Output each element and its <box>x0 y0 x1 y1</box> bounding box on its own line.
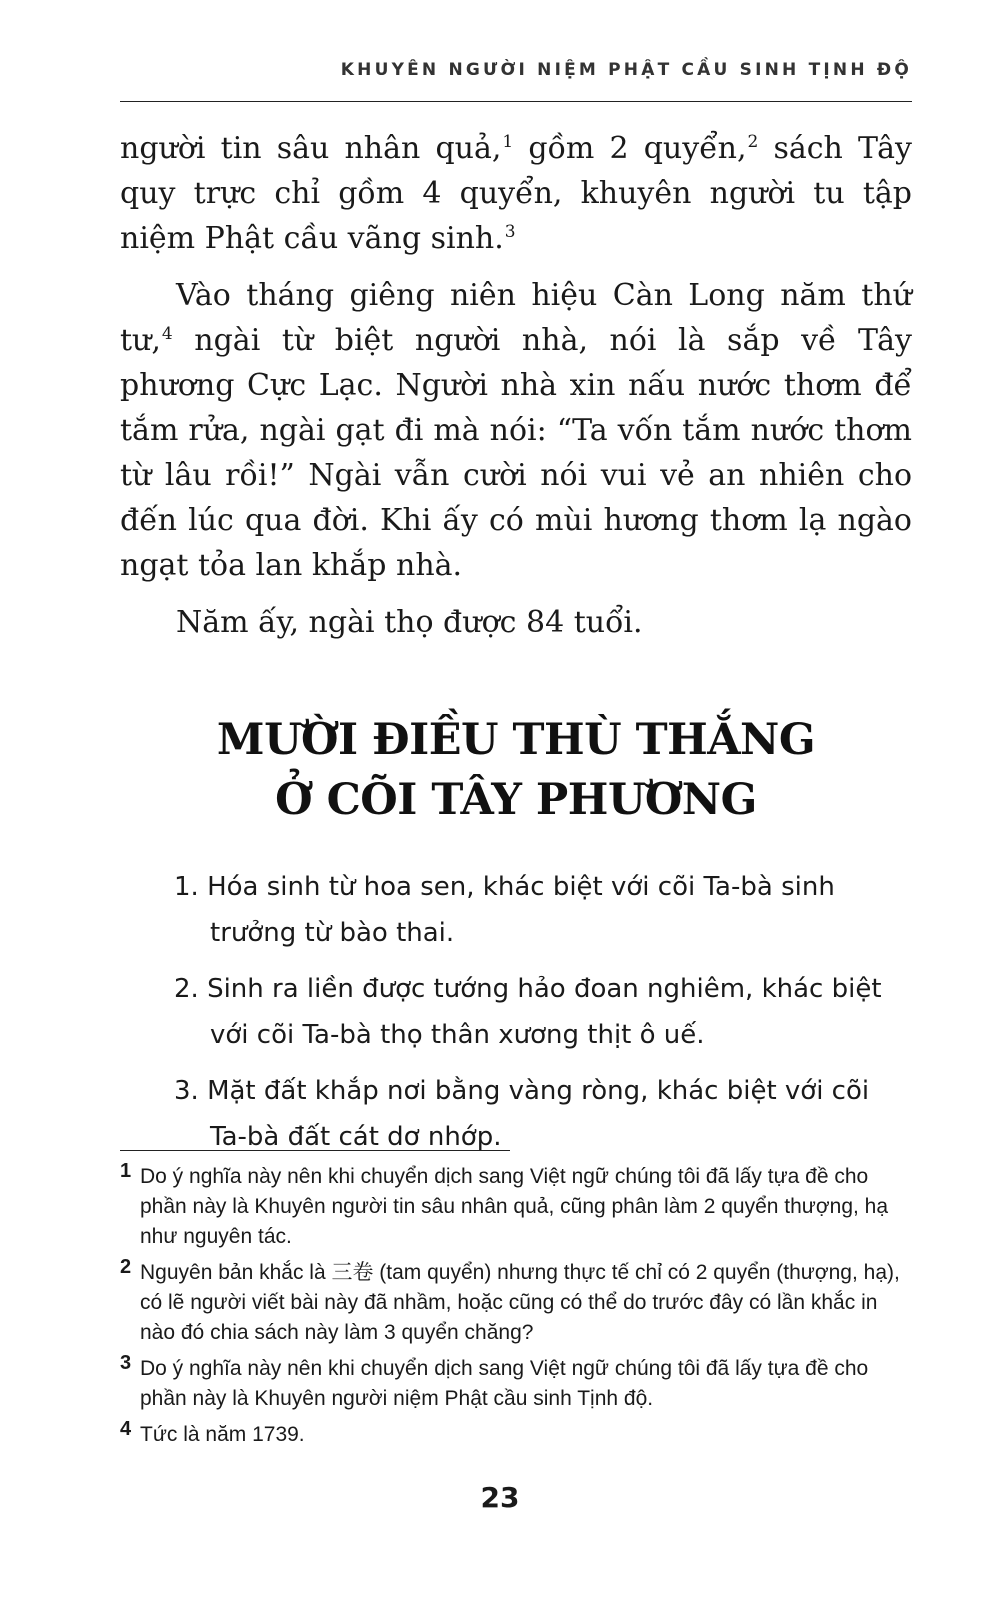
section-heading <box>120 710 912 830</box>
paragraph-2 <box>120 273 912 588</box>
footnote-text: Nguyên bản khắc là 三卷 (tam quyển) nhưng thực tế chỉ có 2 quyển (thượng, hạ), có lẽ người viết bài này đã nhầm, hoặc cũng có thể do trước đây có lần khắc in nào đó chia sách này làm 3 quyển chăng? <box>140 1261 900 1344</box>
list-item: 1. Hóa sinh từ hoa sen, khác biệt với cõi Ta-bà sinh trưởng từ bào thai. <box>174 872 835 948</box>
paragraph-1-text-a: người tin sâu nhân quả, <box>120 131 502 166</box>
footnote-ref-1: 1 <box>502 132 514 152</box>
header-rule <box>120 101 912 102</box>
paragraph-1-text-c: sách Tây quy trực chỉ gồm 4 quyển, khuyên người tu tập niệm Phật cầu vãng sinh. <box>120 131 912 256</box>
paragraph-2-text-b: ngài từ biệt người nhà, nói là sắp về Tây phương Cực Lạc. Người nhà xin nấu nước thơm để tắm rửa, ngài gạt đi mà nói: “Ta vốn tắm nước thơm từ lâu rồi!” Ngài vẫn cười nói vui vẻ an nhiên cho đến lúc qua đời. Khi ấy có mùi hương thơm lạ ngào ngạt tỏa lan khắp nhà. <box>120 323 912 583</box>
list-item: 2. Sinh ra liền được tướng hảo đoan nghiêm, khác biệt với cõi Ta-bà thọ thân xương thịt ô uế. <box>174 974 882 1050</box>
body-text <box>120 126 912 657</box>
footnote-4 <box>120 1420 912 1450</box>
footnote-number: 2 <box>120 1256 132 1278</box>
footnote-ref-3: 3 <box>504 222 516 242</box>
footnote-number: 3 <box>120 1352 132 1374</box>
footnote-1 <box>120 1162 912 1252</box>
footnote-number: 1 <box>120 1160 132 1182</box>
footnotes <box>120 1162 912 1456</box>
section-heading-line-2: Ở CÕI TÂY PHƯƠNG <box>275 775 757 825</box>
footnote-ref-4: 4 <box>161 324 173 344</box>
list-item: 3. Mặt đất khắp nơi bằng vàng ròng, khác biệt với cõi Ta-bà đất cát dơ nhớp. <box>174 1076 870 1152</box>
page-number: 23 <box>480 1481 520 1514</box>
section-heading-line-1: MƯỜI ĐIỀU THÙ THẮNG <box>216 715 816 765</box>
paragraph-3: Năm ấy, ngài thọ được 84 tuổi. <box>176 605 643 640</box>
footnote-text: Tức là năm 1739. <box>140 1423 305 1446</box>
running-head: KHUYÊN NGƯỜI NIỆM PHẬT CẦU SINH TỊNH ĐỘ <box>340 60 912 80</box>
footnote-3 <box>120 1354 912 1414</box>
paragraph-2-text-a: Vào tháng giêng niên hiệu Càn Long năm thứ tư, <box>120 278 912 358</box>
footnote-ref-2: 2 <box>747 132 759 152</box>
footnote-rule <box>120 1150 510 1151</box>
paragraph-1 <box>120 126 912 261</box>
footnote-text: Do ý nghĩa này nên khi chuyển dịch sang Việt ngữ chúng tôi đã lấy tựa đề cho phần này là Khuyên người tin sâu nhân quả, cũng phân làm 2 quyển thượng, hạ như nguyên tác. <box>140 1165 889 1248</box>
footnote-number: 4 <box>120 1418 132 1440</box>
numbered-list <box>174 864 912 1170</box>
footnote-text: Do ý nghĩa này nên khi chuyển dịch sang Việt ngữ chúng tôi đã lấy tựa đề cho phần này là Khuyên người niệm Phật cầu sinh Tịnh độ. <box>140 1357 869 1410</box>
paragraph-1-text-b: gồm 2 quyển, <box>513 131 747 166</box>
footnote-2 <box>120 1258 912 1348</box>
